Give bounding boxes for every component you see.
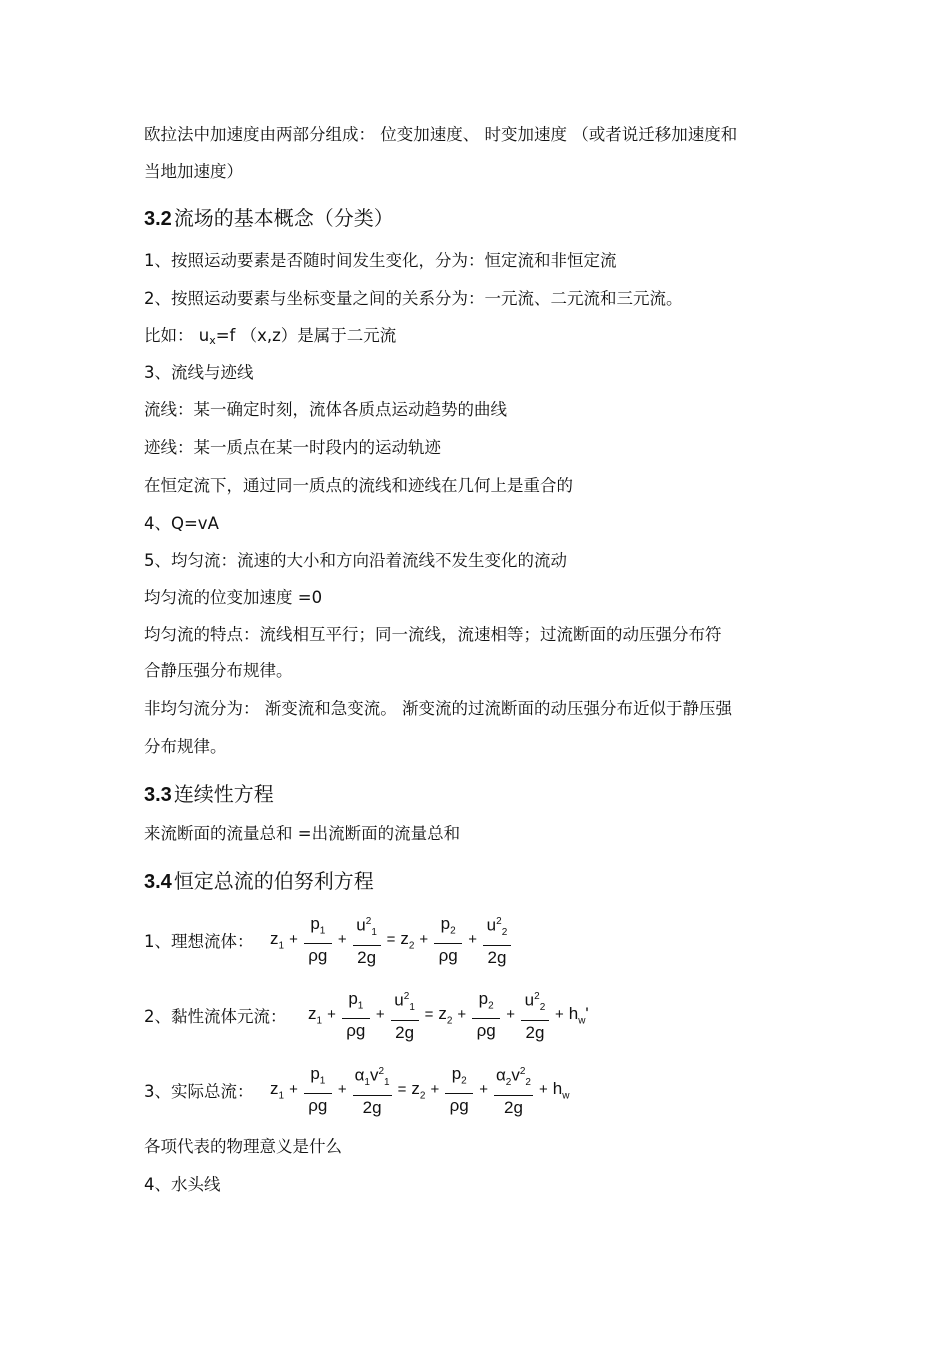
subscript-x: x — [209, 334, 216, 347]
definition-streamline: 流线：某一确定时刻，流体各质点运动趋势的曲线 — [144, 400, 507, 419]
list-item: 4、水头线 — [144, 1175, 221, 1194]
bernoulli-ideal-equation: $z_1$ + $\frac{p_1}{\rho g}$ + $\frac{u^2_1}{2g}$ = $z_2$ + $\frac{p_2}{\rho g}$ + $\frac{u^2_2}{2g}$ — [270, 911, 512, 969]
section-heading-3-2 — [144, 205, 394, 232]
intro-line-2: 当地加速度） — [144, 162, 243, 181]
paragraph: 均匀流的位变加速度 =0 — [144, 588, 323, 607]
section-heading-3-4 — [144, 868, 374, 895]
section-number: 3.4 — [144, 871, 172, 893]
equation-row-2 — [144, 985, 589, 1045]
equation-label: 2、黏性流体元流： — [144, 1007, 287, 1026]
list-item: 5、均匀流：流速的大小和方向沿着流线不发生变化的流动 — [144, 551, 567, 570]
equation-row-1 — [144, 910, 512, 970]
section-title: 流场的基本概念（分类） — [173, 206, 394, 230]
section-title: 连续性方程 — [173, 782, 274, 806]
definition-pathline: 迹线：某一质点在某一时段内的运动轨迹 — [144, 438, 441, 457]
example-suffix: =f （x,z）是属于二元流 — [215, 326, 397, 345]
paragraph: 来流断面的流量总和 =出流断面的流量总和 — [144, 824, 461, 843]
example-line — [144, 325, 396, 349]
paragraph: 合静压强分布规律。 — [144, 661, 293, 680]
list-item: 1、按照运动要素是否随时间发生变化，分为：恒定流和非恒定流 — [144, 251, 617, 270]
list-item: 4、Q=vA — [144, 514, 219, 533]
paragraph: 分布规律。 — [144, 737, 227, 756]
equation-label: 3、实际总流： — [144, 1082, 254, 1101]
section-heading-3-3 — [144, 781, 274, 808]
bernoulli-total-flow-equation: $z_1$ + $\frac{p_1}{\rho g}$ + $\frac{\alpha_1v^2_1}{2g}$ = $z_2$ + $\frac{p_2}{\rho g}$ + $\frac{\alpha_2v^2_2}{2g}$ + $h_w$ — [270, 1061, 569, 1119]
paragraph: 非均匀流分为： 渐变流和急变流。 渐变流的过流断面的动压强分布近似于静压强 — [144, 699, 732, 718]
section-title: 恒定总流的伯努利方程 — [173, 869, 374, 893]
paragraph: 在恒定流下，通过同一质点的流线和迹线在几何上是重合的 — [144, 476, 573, 495]
paragraph: 均匀流的特点：流线相互平行；同一流线，流速相等；过流断面的动压强分布符 — [144, 625, 722, 644]
paragraph: 各项代表的物理意义是什么 — [144, 1137, 342, 1156]
bernoulli-viscous-streamtube-equation: $z_1$ + $\frac{p_1}{\rho g}$ + $\frac{u^2_1}{2g}$ = $z_2$ + $\frac{p_2}{\rho g}$ + $\frac{u^2_2}{2g}$ + $h_w'$ — [308, 986, 589, 1044]
intro-line-1: 欧拉法中加速度由两部分组成： 位变加速度、 时变加速度 （或者说迁移加速度和 — [144, 125, 738, 144]
list-item: 2、按照运动要素与坐标变量之间的关系分为：一元流、二元流和三元流。 — [144, 289, 683, 308]
section-number: 3.2 — [144, 208, 172, 230]
equation-label: 1、理想流体： — [144, 932, 254, 951]
equation-row-3 — [144, 1060, 569, 1120]
list-item: 3、流线与迹线 — [144, 363, 254, 382]
example-prefix: 比如： u — [144, 326, 210, 345]
section-number: 3.3 — [144, 784, 172, 806]
